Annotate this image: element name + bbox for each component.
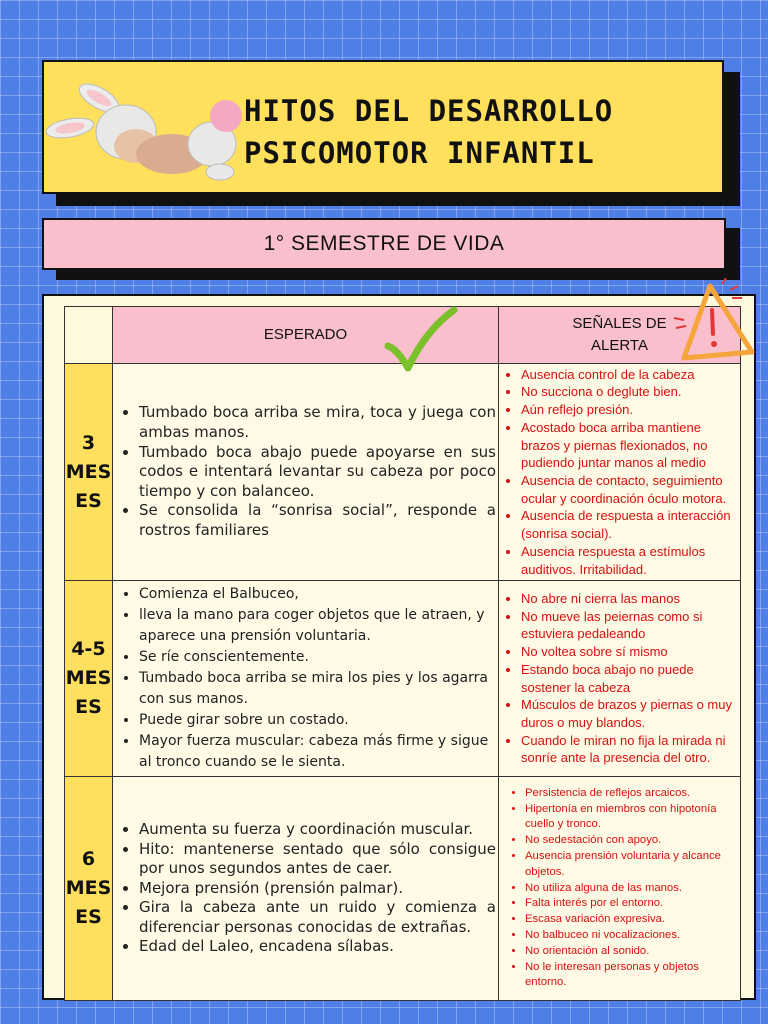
table-row [65, 777, 741, 1001]
alert-item: • No le interesan personas y objetos entorno. [525, 960, 740, 992]
age-unit-part2: ES [75, 906, 102, 928]
alert-item: • Estando boca abajo no puede sostener la cabeza [521, 661, 740, 696]
alert-item: • Ausencia prensión voluntaria y alcance objetos. [525, 849, 740, 881]
expected-item: • Aumenta su fuerza y coordinación muscular. [139, 820, 498, 840]
table-row [65, 581, 741, 777]
expected-item: • Tumbado boca abajo puede apoyarse en sus codos e intentará levantar su cabeza por poco tiempo y con balanceo. [139, 443, 498, 502]
age-number: 4-5 [71, 638, 106, 660]
expected-item: • Gira la cabeza ante un ruido y comienza a diferenciar personas conocidas de extrañas. [139, 898, 498, 937]
alert-item: • Ausencia respuesta a estímulos auditivos. Irritabilidad. [521, 543, 740, 578]
age-unit-part2: ES [75, 696, 102, 718]
alert-item: • Ausencia de respuesta a interacción (sonrisa social). [521, 507, 740, 542]
page-title [244, 90, 714, 174]
alert-item: • Músculos de brazos y piernas o muy duros o muy blandos. [521, 696, 740, 731]
alert-cell [499, 581, 741, 777]
expected-item: • Comienza el Balbuceo, [139, 584, 498, 605]
semester-title: 1° SEMESTRE DE VIDA [263, 232, 505, 255]
alert-item: • Escasa variación expresiva. [525, 912, 740, 928]
title-banner [42, 60, 724, 194]
expected-item: • Mayor fuerza muscular: cabeza más firme y sigue al tronco cuando se le sienta. [139, 731, 498, 773]
header-expected-label: ESPERADO [263, 326, 348, 343]
expected-item: • Se consolida la “sonrisa social”, responde a rostros familiares [139, 501, 498, 540]
expected-item: • Edad del Laleo, encadena sílabas. [139, 937, 498, 957]
expected-item: • Mejora prensión (prensión palmar). [139, 879, 498, 899]
title-line-2: PSICOMOTOR INFANTIL [244, 136, 595, 170]
alert-item: • No succiona o deglute bien. [521, 383, 740, 401]
alert-cell [499, 364, 741, 581]
age-cell [65, 777, 113, 1001]
expected-item: • Puede girar sobre un costado. [139, 710, 498, 731]
alert-item: • Acostado boca arriba mantiene brazos y piernas flexionados, no pudiendo juntar manos al medio [521, 419, 740, 472]
expected-item: • lleva la mano para coger objetos que le atraen, y aparece una prensión voluntaria. [139, 605, 498, 647]
table-row [65, 364, 741, 581]
baby-bunny-illustration [44, 80, 244, 190]
expected-item: • Tumbado boca arriba se mira los pies y los agarra con sus manos. [139, 668, 498, 710]
semester-banner [42, 218, 726, 270]
age-unit-part1: MES [65, 877, 112, 899]
expected-item: • Se ríe conscientemente. [139, 647, 498, 668]
checkmark-icon [382, 306, 458, 378]
alert-item: • Persistencia de reflejos arcaicos. [525, 786, 740, 802]
age-unit-part2: ES [75, 489, 102, 512]
warning-icon [666, 278, 762, 364]
expected-cell [113, 581, 499, 777]
alert-item: • Aún reflejo presión. [521, 401, 740, 419]
header-corner-cell [65, 307, 113, 364]
header-alert-line-2: ALERTA [591, 337, 648, 354]
age-number: 3 [81, 431, 96, 454]
alert-item: • No voltea sobre sí mismo [521, 643, 740, 661]
age-unit-part1: MES [65, 460, 112, 483]
age-cell [65, 581, 113, 777]
title-line-1: HITOS DEL DESARROLLO [244, 94, 614, 128]
alert-item: • Falta interés por el entorno. [525, 896, 740, 912]
alert-item: • No balbuceo ni vocalizaciones. [525, 928, 740, 944]
alert-item: • No abre ni cierra las manos [521, 590, 740, 608]
alert-item: • Ausencia de contacto, seguimiento ocular y coordinación óculo motora. [521, 472, 740, 507]
age-unit-part1: MES [65, 667, 112, 689]
alert-item: • Ausencia control de la cabeza [521, 366, 740, 384]
expected-cell [113, 364, 499, 581]
header-alert-line-1: SEÑALES DE [572, 315, 667, 332]
age-number: 6 [81, 848, 96, 870]
expected-item: • Tumbado boca arriba se mira, toca y juega con ambas manos. [139, 403, 498, 442]
alert-cell [499, 777, 741, 1001]
age-cell [65, 364, 113, 581]
expected-item: • Hito: mantenerse sentado que sólo consigue por unos segundos antes de caer. [139, 840, 498, 879]
alert-item: • No utiliza alguna de las manos. [525, 881, 740, 897]
alert-item: • No mueve las peiernas como si estuviera pedaleando [521, 608, 740, 643]
alert-item: • No sedestación con apoyo. [525, 833, 740, 849]
alert-item: • Cuando le miran no fija la mirada ni sonríe ante la presencia del otro. [521, 732, 740, 767]
expected-cell [113, 777, 499, 1001]
alert-item: • No orientación al sonido. [525, 944, 740, 960]
alert-item: • Hipertonía en miembros con hipotonía cuello y tronco. [525, 802, 740, 834]
milestones-table [64, 306, 741, 1001]
